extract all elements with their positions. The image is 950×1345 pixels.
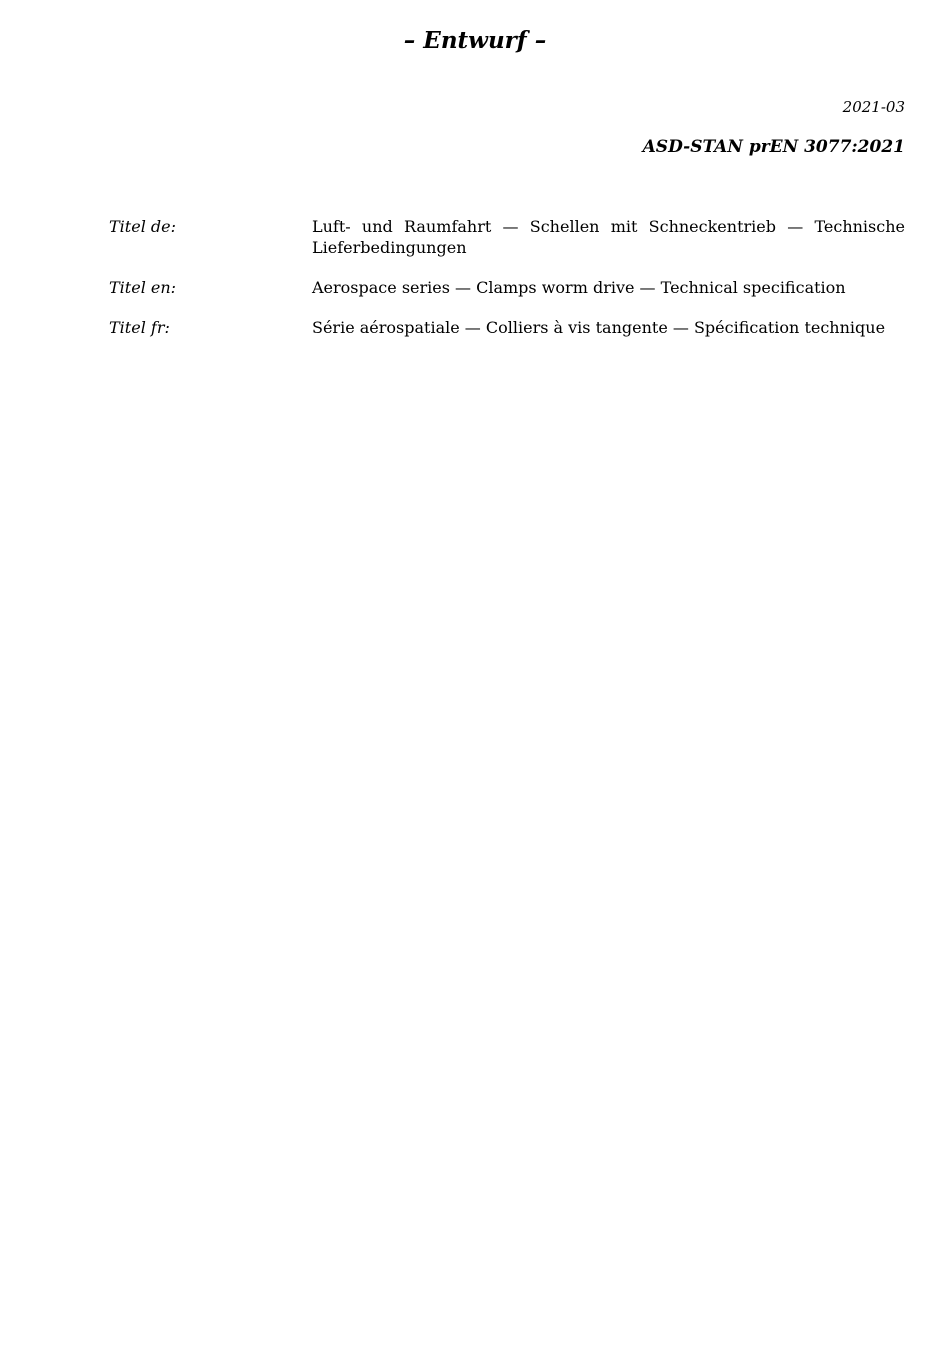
title-row-de xyxy=(109,216,905,258)
title-label-fr: Titel fr: xyxy=(109,318,170,337)
draft-heading: – Entwurf – xyxy=(403,27,547,54)
title-row-fr xyxy=(109,317,905,338)
title-text-de: Luft- und Raumfahrt — Schellen mit Schneckentrieb — Technische Lieferbedingungen xyxy=(312,217,905,257)
document-reference: ASD-STAN prEN 3077:2021 xyxy=(642,137,905,157)
title-text-fr: Série aérospatiale — Colliers à vis tangente — Spécification technique xyxy=(312,318,886,337)
title-row-en xyxy=(109,277,905,298)
title-label-en: Titel en: xyxy=(109,278,177,297)
document-date: 2021-03 xyxy=(842,98,905,116)
title-list xyxy=(109,216,905,357)
title-label-de: Titel de: xyxy=(109,217,176,236)
title-text-en: Aerospace series — Clamps worm drive — Technical specification xyxy=(312,278,846,297)
